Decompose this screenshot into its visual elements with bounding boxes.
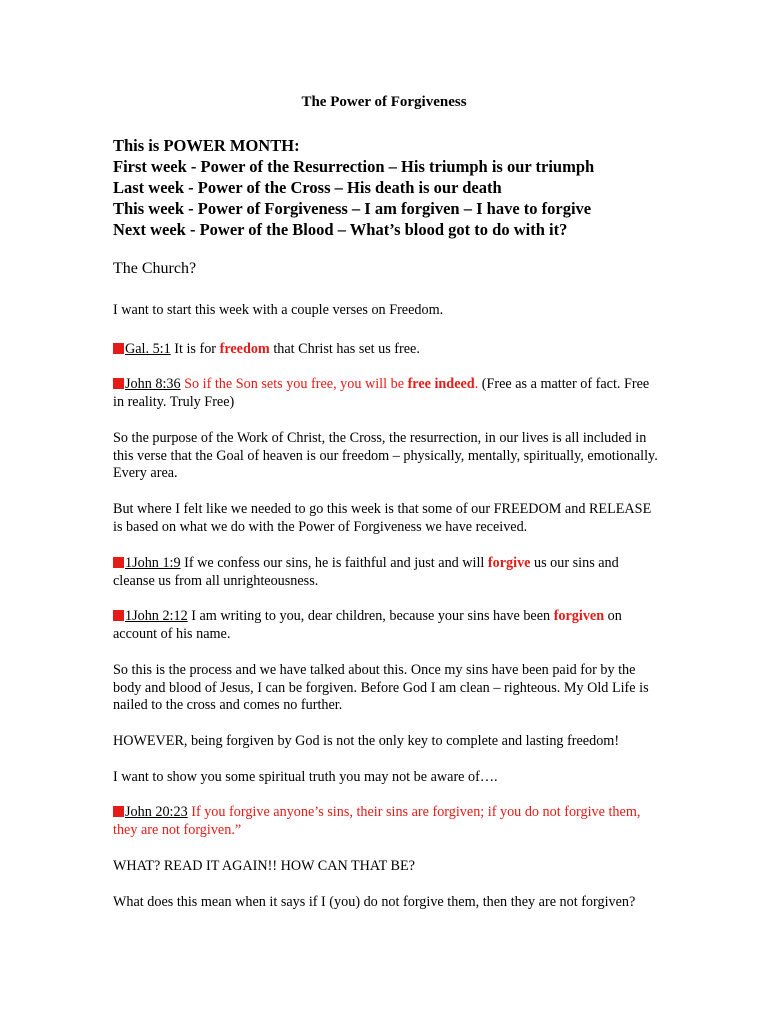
process-paragraph: So this is the process and we have talked about this. Once my sins have been paid for by the body and blood of Jesus, I can be forgiven. Before God I am clean – righteous. My Old Life is nailed to the cross and comes no further. <box>113 662 649 713</box>
power-month-line: Last week - Power of the Cross – His death is our death <box>113 178 502 197</box>
verse-1john-2-12 <box>113 608 658 643</box>
verse-reference: 1John 1:9 <box>125 555 181 571</box>
power-month-block <box>113 135 594 240</box>
page-title: The Power of Forgiveness <box>301 94 467 110</box>
verse-john-20-23 <box>113 804 658 839</box>
verse-text: If we confess our sins, he is faithful and just and will <box>180 555 488 571</box>
verse-emphasis: freedom <box>219 341 270 357</box>
verse-emphasis: free indeed <box>407 376 475 392</box>
power-month-line: Next week - Power of the Blood – What’s blood got to do with it? <box>113 220 568 239</box>
what-paragraph: WHAT? READ IT AGAIN!! HOW CAN THAT BE? <box>113 858 415 874</box>
verse-text: I am writing to you, dear children, because your sins have been <box>187 608 554 624</box>
verse-reference: John 20:23 <box>125 804 188 820</box>
verse-gal-5-1 <box>113 341 658 359</box>
intro-paragraph: I want to start this week with a couple verses on Freedom. <box>113 302 444 318</box>
red-square-bullet-icon <box>113 557 124 568</box>
verse-text: If you forgive anyone’s sins, their sins are forgiven; if you do not forgive them, they are not forgiven.” <box>113 804 641 838</box>
what-does-paragraph: What does this mean when it says if I (you) do not forgive them, then they are not forgiven? <box>113 894 636 910</box>
red-square-bullet-icon <box>113 806 124 817</box>
verse-text: . <box>474 376 479 392</box>
power-month-line: First week - Power of the Resurrection – His triumph is our triumph <box>113 157 595 176</box>
power-month-heading: This is POWER MONTH: <box>113 136 300 155</box>
verse-emphasis: forgiven <box>553 608 605 624</box>
verse-reference: 1John 2:12 <box>125 608 188 624</box>
red-square-bullet-icon <box>113 343 124 354</box>
verse-john-8-36 <box>113 376 658 411</box>
verse-reference: Gal. 5:1 <box>125 341 171 357</box>
however-paragraph: HOWEVER, being forgiven by God is not the only key to complete and lasting freedom! <box>113 733 620 749</box>
verse-1john-1-9 <box>113 555 658 590</box>
verse-reference: John 8:36 <box>125 376 181 392</box>
purpose-paragraph: So the purpose of the Work of Christ, the Cross, the resurrection, in our lives is all included in this verse that the Goal of heaven is our freedom – physically, mentally, spiritually, emotionally. Every area. <box>113 430 658 481</box>
verse-text: on account of his name. <box>113 608 622 642</box>
church-heading: The Church? <box>113 260 197 277</box>
verse-emphasis: forgive <box>487 555 531 571</box>
verse-text: us our sins and cleanse us from all unrighteousness. <box>113 555 619 589</box>
red-square-bullet-icon <box>113 610 124 621</box>
red-square-bullet-icon <box>113 378 124 389</box>
show-paragraph: I want to show you some spiritual truth you may not be aware of…. <box>113 769 498 785</box>
power-month-line: This week - Power of Forgiveness – I am forgiven – I have to forgive <box>113 199 592 218</box>
verse-text: that Christ has set us free. <box>269 341 420 357</box>
verse-text: So if the Son sets you free, you will be <box>180 376 408 392</box>
verse-note: (Free as a matter of fact. Free in reality. Truly Free) <box>113 376 650 410</box>
but-where-paragraph: But where I felt like we needed to go this week is that some of our FREEDOM and RELEASE is based on what we do with the Power of Forgiveness we have received. <box>113 501 652 535</box>
verse-text: It is for <box>170 341 220 357</box>
